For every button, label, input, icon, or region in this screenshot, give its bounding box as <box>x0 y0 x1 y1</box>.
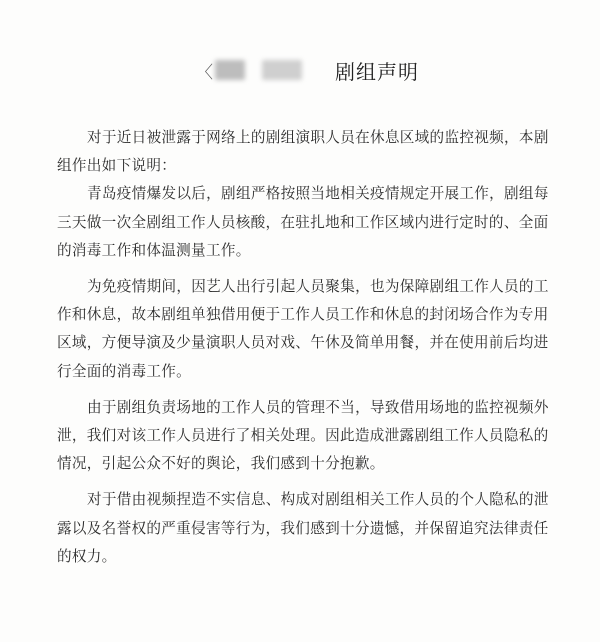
redacted-name-part-1 <box>215 60 245 80</box>
document-title: 剧组声明 <box>335 60 419 84</box>
paragraph-epidemic-measures: 青岛疫情爆发以后，剧组严格按照当地相关疫情规定开展工作，剧组每三天做一次全剧组工作人员核酸，在驻扎地和工作区域内进行定时的、全面的消毒工作和体温测量工作。 <box>57 185 549 259</box>
document-body <box>57 124 557 571</box>
document-header <box>0 56 600 86</box>
title-open-bracket: 〈 <box>196 63 213 83</box>
paragraph-legal-notice: 对于借由视频捏造不实信息、构成对剧组相关工作人员的个人隐私的泄露以及名誉权的严重侵害等行为，我们感到十分遗憾，并保留追究法律责任的权力。 <box>57 491 549 565</box>
paragraph-apology: 由于剧组负责场地的工作人员的管理不当，导致借用场地的监控视频外泄，我们对该工作人员进行了相关处理。因此造成泄露剧组工作人员隐私的情况，引起公众不好的舆论，我们感到十分抱歉。 <box>57 398 549 473</box>
redacted-name-part-2 <box>262 60 302 80</box>
paragraph-intro: 对于近日被泄露于网络上的剧组演职人员在休息区域的监控视频，本剧组作出如下说明： <box>57 129 549 175</box>
paragraph-venue-usage: 为免疫情期间，因艺人出行引起人员聚集，也为保障剧组工作人员的工作和休息，故本剧组单独借用便于工作人员工作和休息的封闭场合作为专用区域，方便导演及少量演职人员对戏、午休及简单用餐，并在使用前后均进行全面的消毒工作。 <box>57 278 549 380</box>
